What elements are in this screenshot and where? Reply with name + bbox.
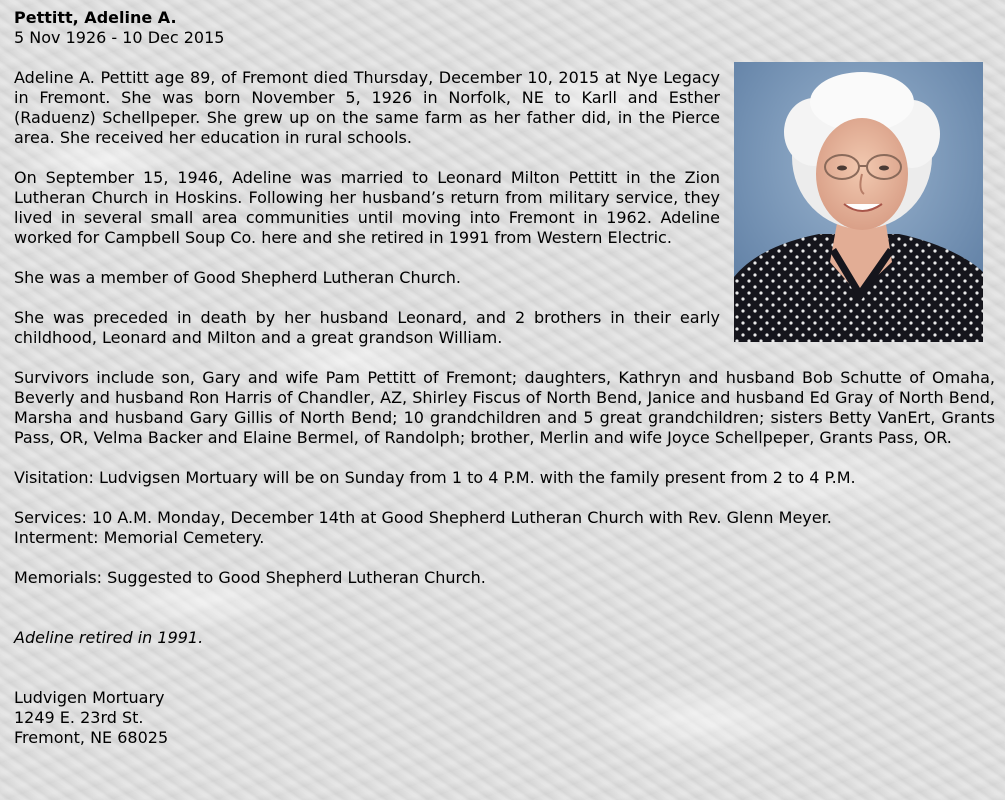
services-line: Services: 10 A.M. Monday, December 14th at Good Shepherd Lutheran Church with Rev. Glenn Meyer. bbox=[14, 508, 832, 527]
mortuary-street: 1249 E. 23rd St. bbox=[14, 708, 144, 727]
mortuary-address bbox=[14, 688, 995, 748]
interment-line: Interment: Memorial Cemetery. bbox=[14, 528, 265, 547]
biography-paragraph: Adeline A. Pettitt age 89, of Fremont died Thursday, December 10, 2015 at Nye Legacy in Fremont. She was born November 5, 1926 in Norfolk, NE to Karll and Esther (Raduenz) Schellpeper. She grew up on the same farm as her father did, in the Pierce area. She received her education in rural schools. bbox=[14, 68, 720, 147]
obituary-page bbox=[14, 8, 995, 748]
mortuary-city: Fremont, NE 68025 bbox=[14, 728, 169, 747]
portrait-image bbox=[734, 62, 983, 342]
survivors-paragraph: Survivors include son, Gary and wife Pam Pettitt of Fremont; daughters, Kathryn and husband Bob Schutte of Omaha, Beverly and husband Ron Harris of Chandler, AZ, Shirley Fiscus of North Bend, Janice and husband Ed Gray of North Bend, Marsha and husband Gary Gillis of North Bend; 10 grandchildren and 5 great grandchildren; sisters Betty VanErt, Grants Pass, OR, Velma Backer and Elaine Bermel, of Randolph; brother, Merlin and wife Joyce Schellpeper, Grants Pass, OR. bbox=[14, 368, 995, 447]
preceded-paragraph: She was preceded in death by her husband Leonard, and 2 brothers in their early childhood, Leonard and Milton and a great grandson William. bbox=[14, 308, 720, 347]
mortuary-name: Ludvigen Mortuary bbox=[14, 688, 165, 707]
church-paragraph: She was a member of Good Shepherd Lutheran Church. bbox=[14, 268, 461, 287]
deceased-name: Pettitt, Adeline A. bbox=[14, 8, 177, 27]
marriage-paragraph: On September 15, 1946, Adeline was married to Leonard Milton Pettitt in the Zion Lutheran Church in Hoskins. Following her husband’s return from military service, they lived in several small area communities until moving into Fremont in 1962. Adeline worked for Campbell Soup Co. here and she retired in 1991 from Western Electric. bbox=[14, 168, 720, 247]
life-dates: 5 Nov 1926 - 10 Dec 2015 bbox=[14, 28, 225, 47]
retired-note: Adeline retired in 1991. bbox=[14, 628, 204, 647]
visitation-paragraph: Visitation: Ludvigsen Mortuary will be on Sunday from 1 to 4 P.M. with the family present from 2 to 4 P.M. bbox=[14, 468, 856, 487]
memorials-paragraph: Memorials: Suggested to Good Shepherd Lutheran Church. bbox=[14, 568, 486, 587]
portrait-photo bbox=[734, 62, 983, 342]
